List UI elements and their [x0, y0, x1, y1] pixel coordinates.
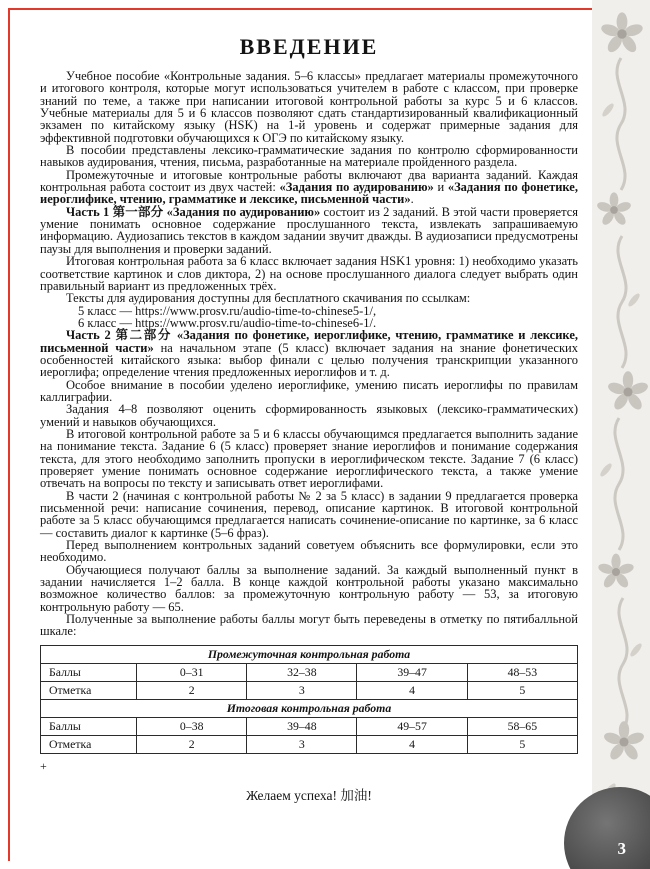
table-cell: 48–53: [467, 663, 577, 681]
table-cell: 49–57: [357, 717, 467, 735]
paragraph: Задания 4–8 позволяют оценить сформированность языковых (лексико-грамматических) умений и навыков обучающихся.: [40, 402, 578, 429]
paragraph: Обучающиеся получают баллы за выполнение заданий. За каждый выполненный пункт в задании начисляется 1–2 балла. В конце каждой контрольной работы указано максимально возможное количество баллов: за промежуточную контрольную работу — 53, за итоговую контрольную работу — 65.: [40, 562, 578, 614]
table-cell: 3: [247, 681, 357, 699]
paragraph: Перед выполнением контрольных заданий советуем объяснить все формулировки, если это необходимо.: [40, 538, 578, 565]
red-rule-left: [8, 8, 10, 861]
table-cell: 2: [137, 735, 247, 753]
table-cell: 2: [137, 681, 247, 699]
paragraph-part1: Часть 1 第一部分 «Задания по аудированию» состоит из 2 заданий. В этой части проверяется умение понимать основное содержание прослушанного текста, извлекать запрашиваемую информацию. Аудиозапись текстов в каждом задании звучит дважды. В аудиозаписи предусмотрены паузы для выполнения и проверки заданий.: [40, 204, 578, 256]
table-section-header: Промежуточная контрольная работа: [41, 645, 578, 663]
table-cell: 39–47: [357, 663, 467, 681]
paragraph: Промежуточные и итоговые контрольные работы включают два варианта заданий. Каждая контрольная работа состоит из двух частей: «Задания по аудированию» и «Задания по фонетике, иероглифике, чтению, грамматике и лексике, письменной части».: [40, 167, 578, 207]
page-number: 3: [617, 839, 626, 858]
paragraph-part2: Часть 2 第二部分 «Задания по фонетике, иероглифике, чтению, грамматике и лексике, письменной части» на начальном этапе (5 класс) включает задания на знание фонетических особенностей китайского языка: выбор финали с целью получения транскрипции указанного иероглифа; определение чтения предложенных иероглифов и т. д.: [40, 328, 578, 380]
print-registration-mark: +: [40, 758, 47, 773]
table-row: [41, 717, 578, 735]
paragraph: В пособии представлены лексико-грамматические задания по контролю сформированности навыков аудирования, чтения, письма, разработанные на материале пройденного раздела.: [40, 143, 578, 170]
row-label: Отметка: [41, 681, 137, 699]
audio-links-intro: Тексты для аудирования доступны для бесплатного скачивания по ссылкам:: [66, 291, 471, 306]
table-section-header: Итоговая контрольная работа: [41, 699, 578, 717]
table-row: [41, 681, 578, 699]
grading-table: [40, 645, 578, 754]
page-title: ВВЕДЕНИЕ: [239, 34, 379, 59]
floral-pattern: [592, 0, 650, 869]
paragraph: В части 2 (начиная с контрольной работы № 2 за 5 класс) в задании 9 предлагается проверка письменной речи: написание сочинения, перевод, описание картинок. В итоговой контрольной работе за 5 класс обучающимся предлагается написать сочинение-описание по картинке, за 6 класс — составить диалог к картинке (5–6 фраз).: [40, 488, 578, 540]
table-row: [41, 663, 578, 681]
table-cell: 4: [357, 681, 467, 699]
paragraph: Особое внимание в пособии уделено иероглифике, умению писать иероглифы по правилам каллиграфии.: [40, 377, 578, 404]
red-rule-top: [8, 8, 592, 10]
closing-wish: Желаем успеха! 加油!: [246, 787, 372, 803]
audio-link-grade6: 6 класс — https://www.prosv.ru/audio-time-to-chinese6-1/.: [78, 315, 377, 330]
table-cell: 3: [247, 735, 357, 753]
table-cell: 5: [467, 681, 577, 699]
table-cell: 0–38: [137, 717, 247, 735]
table-cell: 58–65: [467, 717, 577, 735]
table-cell: 5: [467, 735, 577, 753]
paragraph: Полученные за выполнение работы баллы могут быть переведены в отметку по пятибалльной шкале:: [40, 612, 578, 639]
table-cell: 0–31: [137, 663, 247, 681]
page-content: [40, 24, 578, 804]
paragraph: В итоговой контрольной работе за 5 и 6 классы обучающимся предлагается выполнить задание на понимание текста. Задание 6 (5 класс) проверяет знание иероглифов и понимание содержания текста, для этого необходимо заполнить пропуски в иероглифическом тексте. Задание 7 (6 класс) проверяет умение понимать основное содержание иероглифического текста, а также умение отвечать на вопросы по тексту и записывать ответ иероглифами.: [40, 426, 578, 491]
row-label: Баллы: [41, 717, 137, 735]
row-label: Отметка: [41, 735, 137, 753]
table-row: [41, 735, 578, 753]
table-cell: 4: [357, 735, 467, 753]
table-cell: 32–38: [247, 663, 357, 681]
row-label: Баллы: [41, 663, 137, 681]
audio-link-grade5: 5 класс — https://www.prosv.ru/audio-time-to-chinese5-1/,: [78, 303, 377, 318]
table-cell: 39–48: [247, 717, 357, 735]
paragraph: Итоговая контрольная работа за 6 класс включает задания HSK1 уровня: 1) необходимо указать соответствие картинок и слов диктора, 2) на основе прослушанного диалога следует выбрать один правильный вариант из предложенных трёх.: [40, 254, 578, 293]
paragraph: Учебное пособие «Контрольные задания. 5–6 классы» предлагает материалы промежуточного и итогового контроля, которые могут использоваться учителем в работе с классом, при проверке знаний по теме, а также при написании итоговой контрольной работы за курс 5 и 6 классов. Учебные материалы для 5 и 6 классов позволяют сдать стандартизированный квалификационный экзамен по китайскому языку (HSK) на 1-й уровень и содержат примерные задания для эффективной подготовки обучающихся к ОГЭ по китайскому языку.: [40, 69, 578, 145]
